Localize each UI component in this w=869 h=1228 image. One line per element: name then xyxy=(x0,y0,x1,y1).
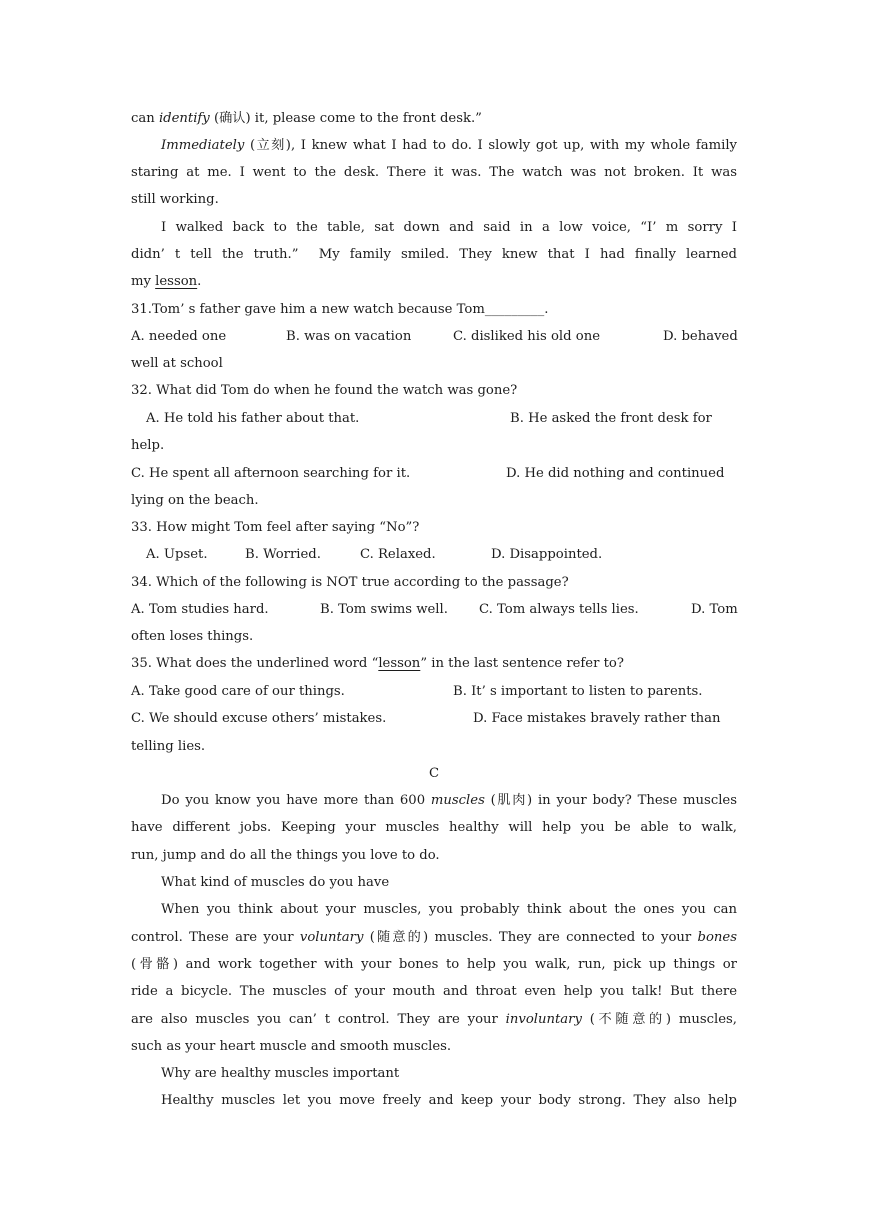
underlined-word: lesson xyxy=(378,656,421,671)
question-34-stem: 34. Which of the following is NOT true according to the passage? xyxy=(131,575,569,590)
passage-b-line-3: staring at me. I went to the desk. There it was. The watch was not broken. It was xyxy=(131,165,737,180)
subheading-kinds-of-muscles: What kind of muscles do you have xyxy=(161,875,390,890)
text-run: my xyxy=(131,274,156,289)
passage-b-line-1 xyxy=(131,110,737,128)
question-34-option-d-continued: often loses things. xyxy=(131,629,254,644)
question-33-option-c: C. Relaxed. xyxy=(360,547,436,562)
question-33-stem: 33. How might Tom feel after saying “No”? xyxy=(131,520,420,535)
passage-c-line-2: have different jobs. Keeping your muscles healthy will help you be able to walk, xyxy=(131,820,737,835)
text-run: control. These are your xyxy=(131,930,300,945)
question-31-option-b: B. was on vacation xyxy=(286,329,412,344)
text-run: ” in the last sentence refer to? xyxy=(420,656,624,671)
question-35-option-a: A. Take good care of our things. xyxy=(131,684,345,699)
text-run: (确认) it, please come to the front desk.” xyxy=(209,111,482,126)
question-35-option-b: B. It’ s important to listen to parents. xyxy=(453,684,703,699)
text-run: . xyxy=(197,274,202,289)
text-run: (立刻), I knew what I had to do. I slowly got up, with my whole family xyxy=(244,138,737,153)
passage-c-line-10: Healthy muscles let you move freely and keep your body strong. They also help xyxy=(161,1093,737,1108)
question-31-option-a: A. needed one xyxy=(131,329,227,344)
text-run: are also muscles you can’ t control. They are your xyxy=(131,1012,506,1027)
question-34-option-b: B. Tom swims well. xyxy=(320,602,448,617)
subheading-healthy-muscles: Why are healthy muscles important xyxy=(161,1066,400,1081)
text-run: Do you know you have more than 600 xyxy=(161,793,431,808)
question-34-option-d: D. Tom xyxy=(691,602,738,617)
question-31-option-d-continued: well at school xyxy=(131,356,223,371)
question-32-stem: 32. What did Tom do when he found the watch was gone? xyxy=(131,383,518,398)
italic-word: Immediately xyxy=(161,138,245,153)
passage-c-line-6: (骨骼) and work together with your bones to help you walk, run, pick up things or xyxy=(131,957,737,972)
italic-word: voluntary xyxy=(299,930,364,945)
italic-word: involuntary xyxy=(505,1012,582,1027)
underlined-word: lesson xyxy=(155,274,198,289)
question-34-option-c: C. Tom always tells lies. xyxy=(479,602,639,617)
italic-word: bones xyxy=(697,930,737,945)
text-run: 35. What does the underlined word “ xyxy=(131,656,379,671)
passage-b-line-6: didn’ t tell the truth.” My family smiled. They knew that I had finally learned xyxy=(131,247,737,262)
italic-word: muscles xyxy=(430,793,485,808)
question-35-option-c: C. We should excuse others’ mistakes. xyxy=(131,711,387,726)
question-32-option-d-continued: lying on the beach. xyxy=(131,493,259,508)
question-32-option-a: A. He told his father about that. xyxy=(146,411,360,426)
italic-word: identify xyxy=(158,111,210,126)
text-run: can xyxy=(131,111,159,126)
question-35-option-d-continued: telling lies. xyxy=(131,739,206,754)
passage-b-line-4: still working. xyxy=(131,192,219,207)
question-34-option-a: A. Tom studies hard. xyxy=(131,602,269,617)
passage-c-line-4: When you think about your muscles, you probably think about the ones you can xyxy=(161,902,737,917)
passage-b-line-7 xyxy=(131,273,737,291)
passage-b-line-5: I walked back to the table, sat down and said in a low voice, “I’ m sorry I xyxy=(161,220,737,235)
text-run: (肌肉) in your body? These muscles xyxy=(484,793,737,808)
question-32-option-c: C. He spent all afternoon searching for it. xyxy=(131,466,411,481)
question-33-option-b: B. Worried. xyxy=(245,547,321,562)
question-33-option-d: D. Disappointed. xyxy=(491,547,603,562)
passage-c-line-9: such as your heart muscle and smooth muscles. xyxy=(131,1039,452,1054)
passage-c-line-1 xyxy=(161,792,737,810)
passage-c-line-8 xyxy=(131,1011,737,1029)
question-32-option-b-continued: help. xyxy=(131,438,165,453)
question-31-stem: 31.Tom’ s father gave him a new watch because Tom_________. xyxy=(131,302,549,317)
section-heading-c: C xyxy=(428,766,440,781)
question-32-option-b: B. He asked the front desk for xyxy=(510,411,712,426)
text-run: (不随意的) muscles, xyxy=(581,1012,737,1027)
question-35-stem xyxy=(131,655,737,673)
text-run: (随意的) muscles. They are connected to your xyxy=(363,930,698,945)
question-31-option-c: C. disliked his old one xyxy=(453,329,600,344)
question-32-option-d: D. He did nothing and continued xyxy=(506,466,725,481)
question-31-option-d: D. behaved xyxy=(663,329,738,344)
passage-c-line-5 xyxy=(131,929,737,947)
question-35-option-d: D. Face mistakes bravely rather than xyxy=(473,711,721,726)
passage-c-line-7: ride a bicycle. The muscles of your mouth and throat even help you talk! But there xyxy=(131,984,737,999)
passage-b-line-2 xyxy=(161,137,737,155)
passage-c-line-3: run, jump and do all the things you love to do. xyxy=(131,848,440,863)
question-33-option-a: A. Upset. xyxy=(146,547,208,562)
